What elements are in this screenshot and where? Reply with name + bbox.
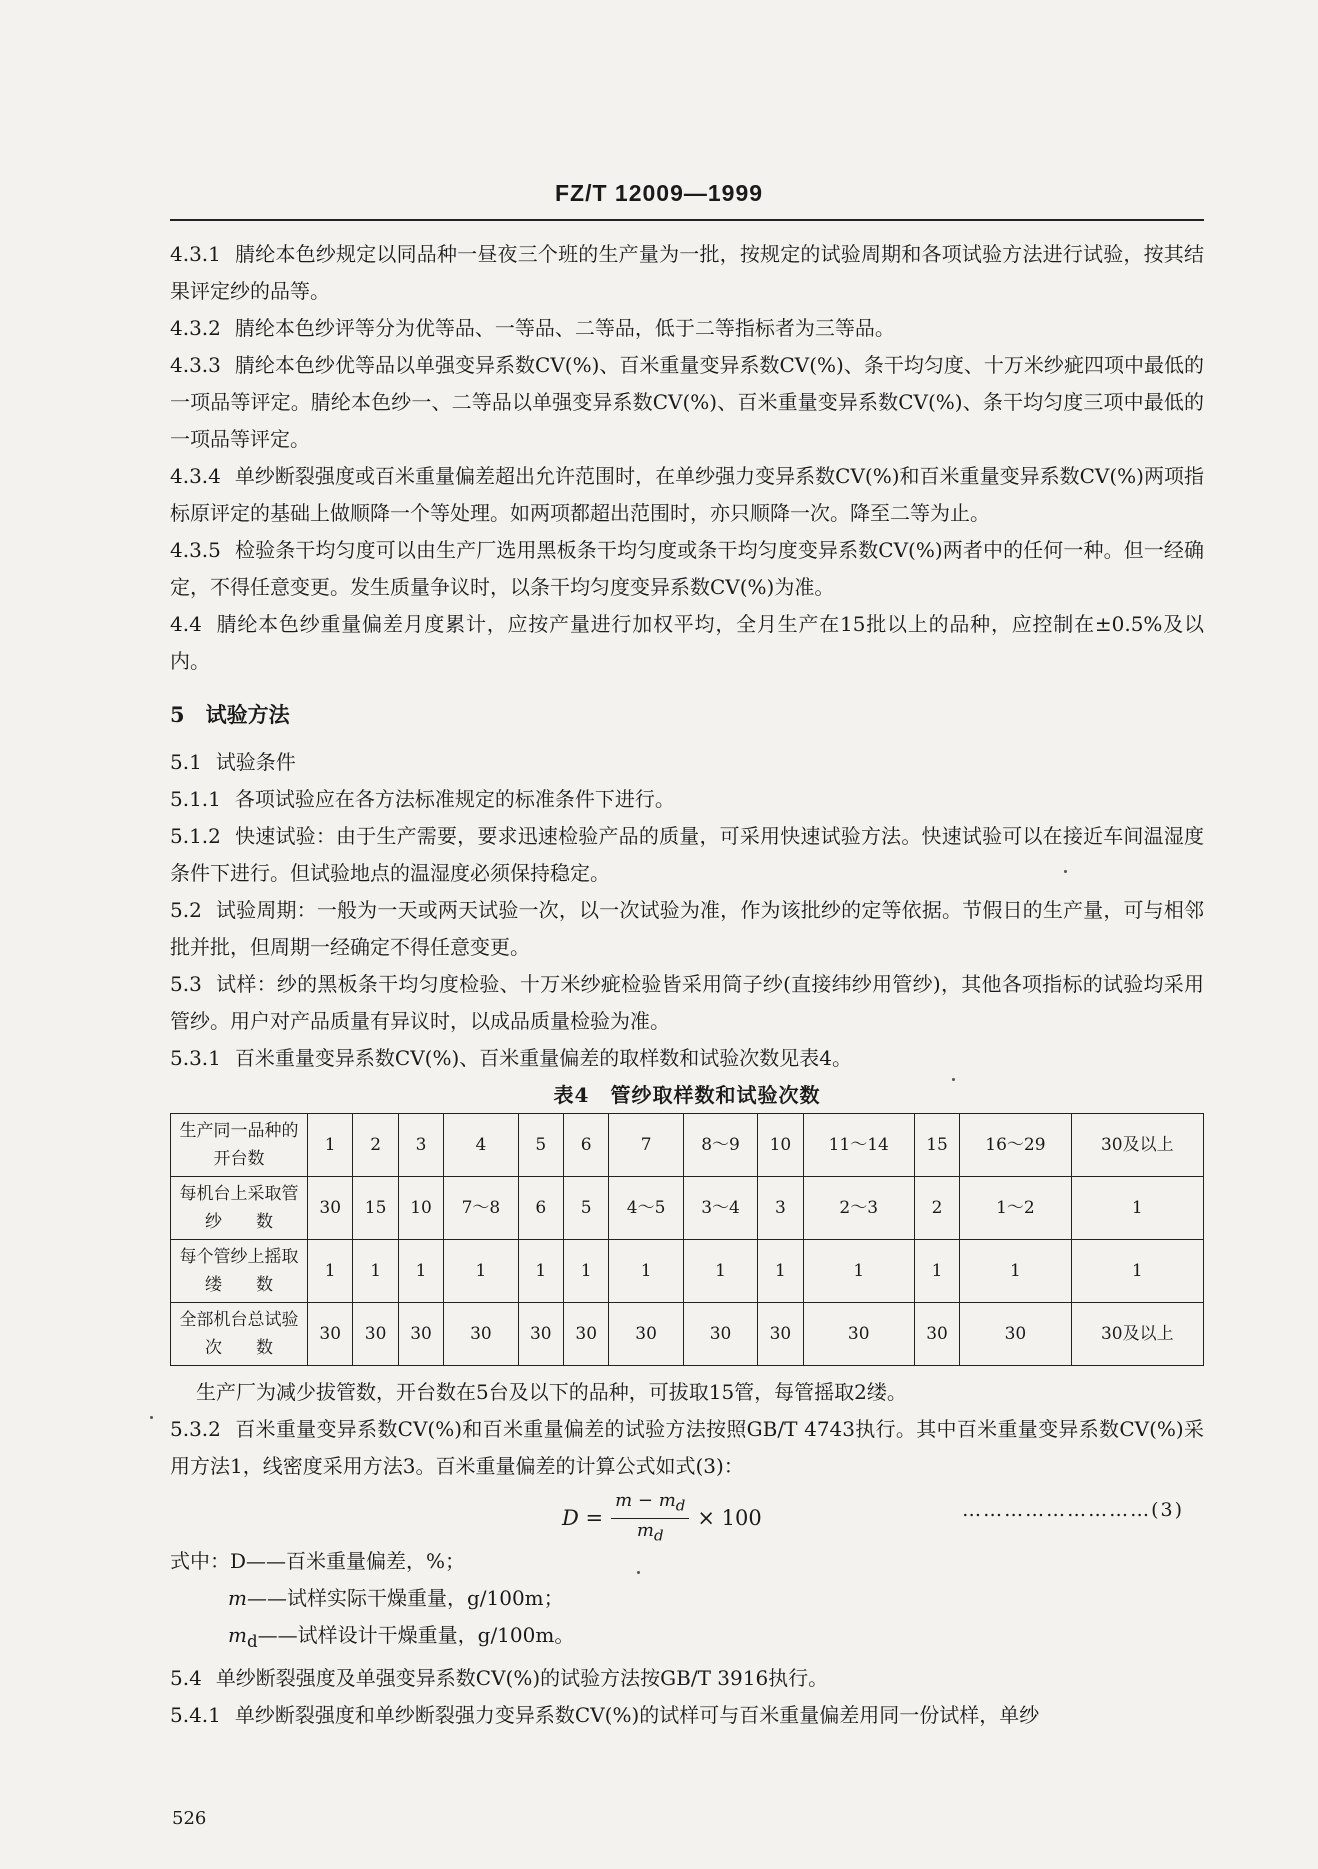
clause-5-4-1 — [170, 1697, 1204, 1734]
clause-text: 单纱断裂强度和单纱断裂强力变异系数CV(%)的试样可与百米重量偏差用同一份试样，单纱 — [234, 1703, 1040, 1727]
clause-text: 腈纶本色纱评等分为优等品、一等品、二等品，低于二等指标者为三等品。 — [234, 316, 895, 340]
page-header: FZ/T 12009—1999 — [554, 180, 764, 206]
formula-3 — [170, 1485, 1204, 1543]
table-row-header: 每个管纱上摇取 缕 数 — [171, 1240, 308, 1303]
table-cell: 30 — [960, 1303, 1071, 1366]
table-cell: 6 — [564, 1114, 609, 1177]
clause-number: 5.1.1 — [170, 787, 221, 811]
table-cell: 30 — [803, 1303, 914, 1366]
clause-text: 检验条干均匀度可以由生产厂选用黑板条干均匀度或条干均匀度变异系数CV(%)两者中的任何一种。但一经确定，不得任意变更。发生质量争议时，以条干均匀度变异系数CV(%)为准。 — [170, 538, 1204, 599]
table-cell: 3 — [758, 1177, 803, 1240]
clause-4-3-5 — [170, 532, 1204, 606]
clause-5-2 — [170, 892, 1204, 966]
clause-4-4 — [170, 606, 1204, 680]
legend-sub: d — [246, 1632, 258, 1651]
section-5-heading: 5 试验方法 — [170, 702, 290, 727]
scan-speck — [1064, 870, 1067, 873]
table-cell: 1 — [398, 1240, 443, 1303]
clause-number: 4.3.2 — [170, 316, 221, 340]
clause-5-3-2 — [170, 1411, 1204, 1485]
clause-number: 5.4 — [170, 1666, 202, 1690]
legend-dash: —— — [257, 1623, 298, 1647]
legend-symbol: m—— — [228, 1586, 287, 1610]
table-cell: 1 — [960, 1240, 1071, 1303]
table-cell: 30 — [609, 1303, 683, 1366]
clause-text: 快速试验：由于生产需要，要求迅速检验产品的质量，可采用快速试验方法。快速试验可以在接近车间温湿度条件下进行。但试验地点的温湿度必须保持稳定。 — [170, 824, 1204, 885]
denominator-sub: d — [653, 1526, 664, 1545]
table-row — [171, 1114, 1204, 1177]
clause-number: 4.4 — [170, 612, 202, 636]
formula-lhs: D = — [562, 1506, 604, 1531]
clause-number: 4.3.5 — [170, 538, 221, 562]
clause-5-3 — [170, 966, 1204, 1040]
table-cell: 30及以上 — [1071, 1303, 1203, 1366]
legend-desc: 试样设计干燥重量，g/100m。 — [297, 1623, 575, 1647]
table-cell: 1 — [803, 1240, 914, 1303]
numerator-sub: d — [675, 1496, 686, 1515]
table-cell: 30 — [758, 1303, 803, 1366]
clause-text: 试验条件 — [215, 750, 296, 774]
page-content — [170, 236, 1204, 1734]
table-cell: 1 — [914, 1240, 959, 1303]
clause-4-3-1 — [170, 236, 1204, 310]
clause-number: 5.1.2 — [170, 824, 221, 848]
table-body — [171, 1114, 1204, 1366]
clause-number: 4.3.4 — [170, 464, 221, 488]
clause-text: 腈纶本色纱优等品以单强变异系数CV(%)、百米重量变异系数CV(%)、条干均匀度、十万米纱疵四项中最低的一项品等评定。腈纶本色纱一、二等品以单强变异系数CV(%)、百米重量变异系数CV(%)、条干均匀度三项中最低的一项品等评定。 — [170, 353, 1204, 451]
table-cell: 3 — [398, 1114, 443, 1177]
clause-number: 5.3.2 — [170, 1417, 221, 1441]
table-row — [171, 1240, 1204, 1303]
table-cell: 10 — [398, 1177, 443, 1240]
clause-text: 试验周期：一般为一天或两天试验一次，以一次试验为准，作为该批纱的定等依据。节假日的生产量，可与相邻批并批，但周期一经确定不得任意变更。 — [170, 898, 1204, 959]
table-cell: 4 — [444, 1114, 518, 1177]
clause-5-1 — [170, 744, 1204, 781]
table-cell: 15 — [353, 1177, 398, 1240]
table-cell: 1 — [758, 1240, 803, 1303]
table-cell: 2 — [353, 1114, 398, 1177]
clauses-4-3 — [170, 236, 1204, 680]
legend-desc: 试样实际干燥重量，g/100m； — [286, 1586, 564, 1610]
clause-number: 5.3 — [170, 972, 202, 996]
table-cell: 30 — [683, 1303, 757, 1366]
table-cell: 30 — [398, 1303, 443, 1366]
clause-text: 单纱断裂强度或百米重量偏差超出允许范围时，在单纱强力变异系数CV(%)和百米重量变异系数CV(%)两项指标原评定的基础上做顺降一个等处理。如两项都超出范围时，亦只顺降一次。降至二等为止。 — [170, 464, 1204, 525]
table-cell: 1 — [518, 1240, 563, 1303]
table-cell: 30 — [444, 1303, 518, 1366]
formula-legend — [170, 1543, 1204, 1660]
table-cell: 11～14 — [803, 1114, 914, 1177]
clause-5-1-1 — [170, 781, 1204, 818]
table-note: 生产厂为减少拔管数，开台数在5台及以下的品种，可拔取15管，每管摇取2缕。 — [196, 1380, 907, 1404]
table-cell: 1 — [1071, 1177, 1203, 1240]
table-cell: 30 — [308, 1303, 353, 1366]
table-cell: 7 — [609, 1114, 683, 1177]
table-cell: 1 — [609, 1240, 683, 1303]
clause-text: 腈纶本色纱重量偏差月度累计，应按产量进行加权平均，全月生产在15批以上的品种，应控制在±0.5%及以内。 — [170, 612, 1204, 673]
table-cell: 1 — [1071, 1240, 1203, 1303]
clause-number: 5.3.1 — [170, 1046, 221, 1070]
table-row — [171, 1177, 1204, 1240]
legend-m — [170, 1580, 1204, 1617]
table-cell: 10 — [758, 1114, 803, 1177]
table-cell: 1 — [308, 1114, 353, 1177]
formula-numerator — [611, 1489, 689, 1519]
clause-number: 5.4.1 — [170, 1703, 221, 1727]
clause-text: 腈纶本色纱规定以同品种一昼夜三个班的生产量为一批，按规定的试验周期和各项试验方法进行试验，按其结果评定纱的品等。 — [170, 242, 1204, 303]
legend-symbol: m — [228, 1623, 247, 1647]
formula-expression — [562, 1489, 762, 1547]
legend-desc: 百米重量偏差，%； — [286, 1549, 466, 1573]
numerator-text: m − m — [615, 1490, 676, 1511]
scan-speck — [952, 1078, 955, 1081]
table-cell: 30 — [353, 1303, 398, 1366]
clause-4-3-4 — [170, 458, 1204, 532]
table-cell: 15 — [914, 1114, 959, 1177]
table-cell: 30 — [564, 1303, 609, 1366]
table-cell: 5 — [564, 1177, 609, 1240]
table-cell: 1 — [308, 1240, 353, 1303]
table-row-header: 全部机台总试验 次 数 — [171, 1303, 308, 1366]
table-cell: 1 — [353, 1240, 398, 1303]
scan-speck — [150, 1416, 153, 1419]
table-cell: 30 — [308, 1177, 353, 1240]
formula-denominator — [637, 1519, 664, 1548]
equation-number: ………………………(3) — [962, 1499, 1184, 1521]
sampling-table — [170, 1113, 1204, 1366]
table-row-header: 生产同一品种的 开台数 — [171, 1114, 308, 1177]
clause-5-3-1 — [170, 1040, 1204, 1077]
table-cell: 1 — [564, 1240, 609, 1303]
clause-4-3-3 — [170, 347, 1204, 458]
table-cell: 30 — [518, 1303, 563, 1366]
table-caption: 表4 管纱取样数和试验次数 — [553, 1083, 821, 1107]
table-cell: 30及以上 — [1071, 1114, 1203, 1177]
header-rule — [170, 219, 1204, 221]
legend-symbol: 式中：D—— — [170, 1549, 287, 1573]
table-cell: 3～4 — [683, 1177, 757, 1240]
clause-4-3-2 — [170, 310, 1204, 347]
clause-text: 百米重量变异系数CV(%)和百米重量偏差的试验方法按照GB/T 4743执行。其中百米重量变异系数CV(%)采用方法1，线密度采用方法3。百米重量偏差的计算公式如式(3)： — [170, 1417, 1204, 1478]
legend-md — [170, 1617, 1204, 1660]
clause-number: 4.3.1 — [170, 242, 221, 266]
clause-text: 单纱断裂强度及单强变异系数CV(%)的试验方法按GB/T 3916执行。 — [215, 1666, 829, 1690]
table-row — [171, 1303, 1204, 1366]
formula-tail: × 100 — [697, 1506, 762, 1531]
table-cell: 7～8 — [444, 1177, 518, 1240]
clause-text: 各项试验应在各方法标准规定的标准条件下进行。 — [234, 787, 675, 811]
clause-5-1-2 — [170, 818, 1204, 892]
table-cell: 1 — [444, 1240, 518, 1303]
table-cell: 30 — [914, 1303, 959, 1366]
clause-5-4 — [170, 1660, 1204, 1697]
table-cell: 1 — [683, 1240, 757, 1303]
clause-number: 4.3.3 — [170, 353, 221, 377]
denominator-text: m — [636, 1519, 654, 1541]
clause-number: 5.1 — [170, 750, 202, 774]
scan-speck — [637, 1571, 640, 1574]
table-row-header: 每机台上采取管 纱 数 — [171, 1177, 308, 1240]
table-cell: 8～9 — [683, 1114, 757, 1177]
page-number: 526 — [172, 1808, 207, 1829]
table-cell: 1～2 — [960, 1177, 1071, 1240]
table-cell: 16～29 — [960, 1114, 1071, 1177]
clause-number: 5.2 — [170, 898, 202, 922]
legend-d — [170, 1543, 1204, 1580]
table-cell: 2 — [914, 1177, 959, 1240]
clause-text: 百米重量变异系数CV(%)、百米重量偏差的取样数和试验次数见表4。 — [234, 1046, 852, 1070]
formula-fraction — [611, 1489, 689, 1547]
clause-text: 试样：纱的黑板条干均匀度检验、十万米纱疵检验皆采用筒子纱(直接纬纱用管纱)，其他各项指标的试验均采用管纱。用户对产品质量有异议时，以成品质量检验为准。 — [170, 972, 1204, 1033]
clauses-5 — [170, 744, 1204, 1077]
table-cell: 5 — [518, 1114, 563, 1177]
table-cell: 4～5 — [609, 1177, 683, 1240]
table-cell: 6 — [518, 1177, 563, 1240]
table-cell: 2～3 — [803, 1177, 914, 1240]
